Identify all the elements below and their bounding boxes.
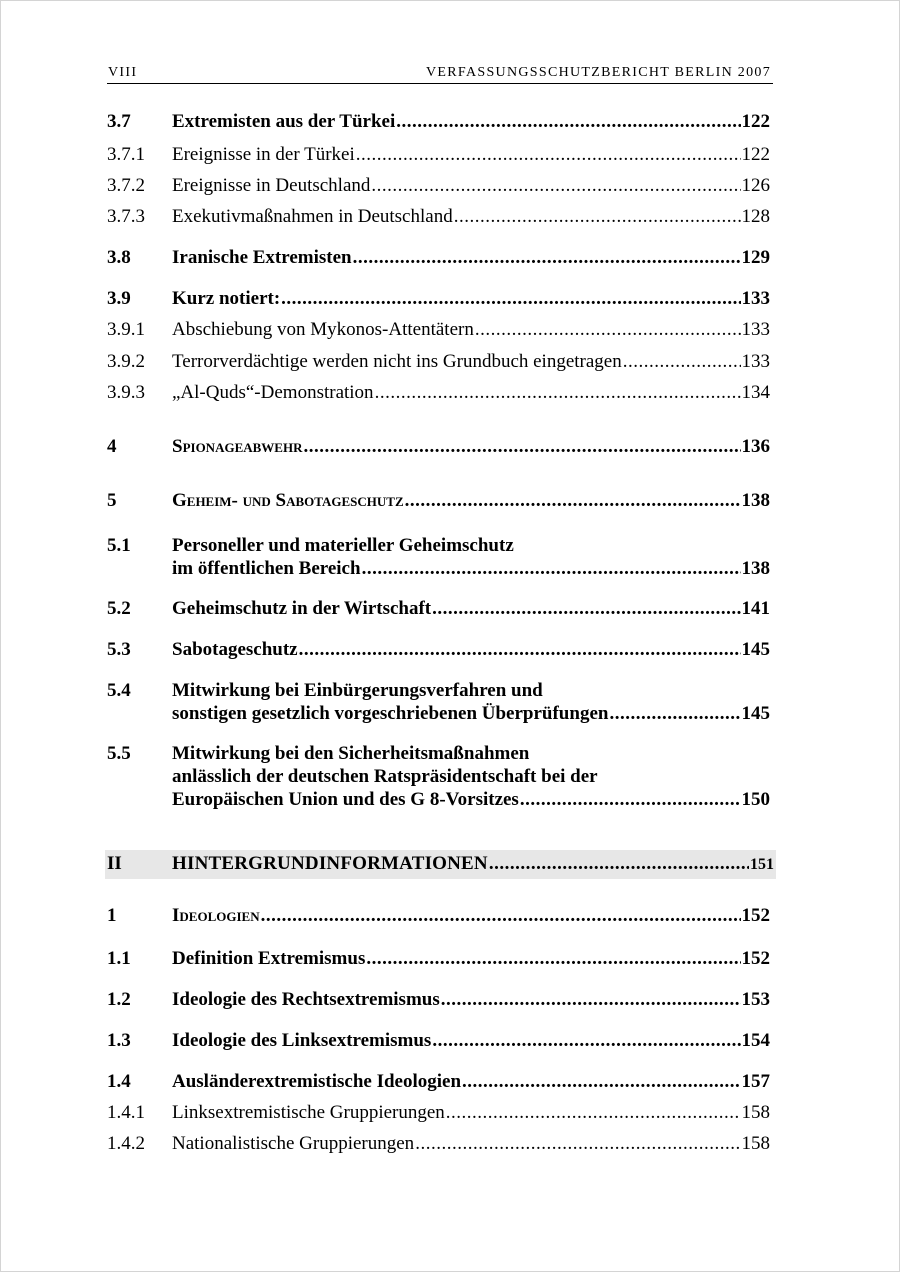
toc-entry-leader-line bbox=[172, 350, 770, 373]
dot-leader bbox=[366, 947, 740, 970]
dot-leader bbox=[609, 702, 740, 725]
dot-leader bbox=[475, 318, 741, 341]
toc-page-number: 133 bbox=[741, 351, 770, 372]
dot-leader bbox=[356, 143, 741, 166]
toc-entry-leader-line bbox=[172, 110, 770, 133]
toc-page-number: 154 bbox=[741, 1030, 770, 1051]
toc-page-number: 150 bbox=[741, 789, 770, 810]
toc-entry-leader-line bbox=[172, 318, 770, 341]
dot-leader bbox=[446, 1101, 741, 1124]
toc-entry-body bbox=[172, 1029, 770, 1052]
toc-entry[interactable] bbox=[107, 852, 774, 876]
toc-entry-number: 1.4.1 bbox=[107, 1102, 145, 1123]
toc-entry-number: 5.1 bbox=[107, 535, 131, 556]
toc-entry-title: Spionageabwehr bbox=[172, 436, 303, 457]
toc-page-number: 138 bbox=[741, 558, 770, 579]
toc-entry[interactable] bbox=[107, 435, 770, 458]
toc-entry-body bbox=[172, 246, 770, 269]
dot-leader bbox=[299, 638, 741, 661]
toc-entry[interactable] bbox=[107, 597, 770, 620]
toc-entry-number: 3.9.3 bbox=[107, 382, 145, 403]
toc-entry-leader-line bbox=[172, 143, 770, 166]
toc-entry-leader-line bbox=[172, 1132, 770, 1155]
toc-entry-body bbox=[172, 489, 770, 512]
toc-entry[interactable] bbox=[107, 381, 770, 404]
dot-leader bbox=[462, 1070, 740, 1093]
toc-entry-title-line: Personeller und materieller Geheimschutz bbox=[172, 535, 514, 556]
toc-page-number: 145 bbox=[741, 703, 770, 724]
toc-entry[interactable] bbox=[107, 246, 770, 269]
toc-entry-leader-line bbox=[172, 205, 770, 228]
toc-entry-body bbox=[172, 174, 770, 197]
toc-entry-title: Iranische Extremisten bbox=[172, 247, 352, 268]
toc-page-number: 152 bbox=[741, 948, 770, 969]
toc-entry-title: Europäischen Union und des G 8-Vorsitzes bbox=[172, 789, 519, 810]
running-header bbox=[107, 59, 773, 84]
toc-page-number: 145 bbox=[741, 639, 770, 660]
toc-entry[interactable] bbox=[107, 174, 770, 197]
toc-entry-number: 4 bbox=[107, 436, 117, 457]
toc-entry-title: Ereignisse in Deutschland bbox=[172, 175, 371, 196]
toc-entry-number: 5.2 bbox=[107, 598, 131, 619]
toc-entry[interactable] bbox=[107, 1132, 770, 1155]
toc-entry[interactable] bbox=[107, 679, 770, 725]
toc-page-number: 141 bbox=[741, 598, 770, 619]
toc-page-number: 129 bbox=[741, 247, 770, 268]
running-title: VERFASSUNGSSCHUTZBERICHT BERLIN 2007 bbox=[426, 65, 771, 80]
toc-entry-number: 5.4 bbox=[107, 680, 131, 701]
toc-page-number: 134 bbox=[741, 382, 770, 403]
toc-page-number: 157 bbox=[741, 1071, 770, 1092]
toc-entry-leader-line bbox=[172, 904, 770, 927]
toc-entry-title-line: anlässlich der deutschen Ratspräsidentschaft bei der bbox=[172, 766, 598, 787]
dot-leader bbox=[432, 1029, 740, 1052]
toc-entry-leader-line bbox=[172, 246, 770, 269]
toc-entry-number: 1 bbox=[107, 905, 117, 926]
dot-leader bbox=[520, 788, 741, 811]
toc-entry-number: 1.3 bbox=[107, 1030, 131, 1051]
toc-entry[interactable] bbox=[107, 1029, 770, 1052]
toc-entry-number: 3.9 bbox=[107, 288, 131, 309]
dot-leader bbox=[432, 597, 740, 620]
toc-entry-leader-line bbox=[172, 638, 770, 661]
toc-entry[interactable] bbox=[107, 638, 770, 661]
toc-entry-body bbox=[172, 143, 770, 166]
toc-entry-title: Terrorverdächtige werden nicht ins Grundbuch eingetragen bbox=[172, 351, 622, 372]
toc-entry-leader-line bbox=[172, 988, 770, 1011]
toc-entry[interactable] bbox=[107, 110, 770, 133]
toc-entry-number: 5 bbox=[107, 490, 117, 511]
toc-entry-title: Ereignisse in der Türkei bbox=[172, 144, 355, 165]
toc-entry-number: 3.7 bbox=[107, 111, 131, 132]
dot-leader bbox=[415, 1132, 740, 1155]
toc-entry-title: Ideologie des Rechtsextremismus bbox=[172, 989, 440, 1010]
dot-leader bbox=[353, 246, 741, 269]
toc-entry-number: 3.8 bbox=[107, 247, 131, 268]
toc-entry-body bbox=[172, 435, 770, 458]
toc-entry-title: im öffentlichen Bereich bbox=[172, 558, 361, 579]
toc-entry[interactable] bbox=[107, 534, 770, 580]
toc-entry[interactable] bbox=[107, 143, 770, 166]
toc-entry-title: HINTERGRUNDINFORMATIONEN bbox=[172, 853, 488, 874]
toc-entry[interactable] bbox=[107, 318, 770, 341]
toc-entry-title: Nationalistische Gruppierungen bbox=[172, 1133, 415, 1154]
toc-entry-title: Ausländerextremistische Ideologien bbox=[172, 1071, 462, 1092]
toc-entry[interactable] bbox=[107, 489, 770, 512]
dot-leader bbox=[261, 904, 741, 927]
toc-entry-body bbox=[172, 110, 770, 133]
toc-entry-number: 1.4 bbox=[107, 1071, 131, 1092]
dot-leader bbox=[441, 988, 741, 1011]
toc-entry-number: 1.4.2 bbox=[107, 1133, 145, 1154]
toc-entry-title: Ideologie des Linksextremismus bbox=[172, 1030, 432, 1051]
toc-entry-leader-line bbox=[172, 947, 770, 970]
toc-entry-leader-line bbox=[172, 1070, 770, 1093]
toc-entry-title-line: Mitwirkung bei den Sicherheitsmaßnahmen bbox=[172, 743, 530, 764]
toc-page-number: 122 bbox=[741, 144, 770, 165]
toc-entry-body bbox=[172, 742, 770, 811]
toc-entry-number: 3.7.3 bbox=[107, 206, 145, 227]
toc-entry-title: Sabotageschutz bbox=[172, 639, 298, 660]
toc-page-number: 158 bbox=[741, 1102, 770, 1123]
toc-entry-body bbox=[172, 679, 770, 725]
toc-entry[interactable] bbox=[107, 742, 770, 811]
toc-page-number: 158 bbox=[741, 1133, 770, 1154]
toc-entry[interactable] bbox=[107, 1101, 770, 1124]
toc-page-number: 133 bbox=[741, 319, 770, 340]
toc-entry-leader-line bbox=[172, 287, 770, 310]
toc-page-number: 136 bbox=[741, 436, 770, 457]
toc-entry-title: Geheim- und Sabotageschutz bbox=[172, 490, 404, 511]
toc-entry-number: 1.1 bbox=[107, 948, 131, 969]
toc-entry-body bbox=[172, 988, 770, 1011]
toc-entry[interactable] bbox=[107, 205, 770, 228]
toc-entry-body bbox=[172, 1101, 770, 1124]
dot-leader bbox=[303, 435, 740, 458]
toc-entry-number: 3.9.1 bbox=[107, 319, 145, 340]
dot-leader bbox=[623, 350, 741, 373]
toc-entry-body bbox=[172, 1132, 770, 1155]
toc-entry-title-line: Mitwirkung bei Einbürgerungsverfahren und bbox=[172, 680, 543, 701]
toc-entry-title: Definition Extremismus bbox=[172, 948, 366, 969]
toc-entry[interactable] bbox=[107, 904, 770, 927]
toc-page-number: 126 bbox=[741, 175, 770, 196]
toc-entry-body bbox=[172, 318, 770, 341]
toc-entry-leader-line bbox=[172, 852, 774, 876]
toc-entry-body bbox=[172, 904, 770, 927]
toc-entry-leader-line bbox=[172, 1101, 770, 1124]
toc-page-number: 153 bbox=[741, 989, 770, 1010]
toc-entry-body bbox=[172, 534, 770, 580]
toc-entry-title: Kurz notiert: bbox=[172, 288, 281, 309]
page-number: VIII bbox=[108, 65, 138, 80]
dot-leader bbox=[396, 110, 740, 133]
dot-leader bbox=[375, 381, 741, 404]
dot-leader bbox=[362, 557, 741, 580]
toc-entry[interactable] bbox=[107, 350, 770, 373]
toc-page-number: 133 bbox=[741, 288, 770, 309]
toc-entry-body bbox=[172, 350, 770, 373]
toc-page-number: 128 bbox=[741, 206, 770, 227]
toc-entry-number: 3.7.2 bbox=[107, 175, 145, 196]
toc-entry-title: Extremisten aus der Türkei bbox=[172, 111, 396, 132]
toc-entry-title: sonstigen gesetzlich vorgeschriebenen Überprüfungen bbox=[172, 703, 609, 724]
dot-leader bbox=[405, 489, 741, 512]
toc-entry-body bbox=[172, 381, 770, 404]
dot-leader bbox=[489, 852, 749, 875]
toc-entry-leader-line bbox=[172, 597, 770, 620]
toc-entry-leader-line bbox=[172, 788, 770, 811]
toc-entry-title: Linksextremistische Gruppierungen bbox=[172, 1102, 445, 1123]
toc-entry-leader-line bbox=[172, 489, 770, 512]
toc-entry-body bbox=[172, 638, 770, 661]
toc-entry-leader-line bbox=[172, 1029, 770, 1052]
toc-entry[interactable] bbox=[107, 947, 770, 970]
toc-entry[interactable] bbox=[107, 1070, 770, 1093]
toc-entry-body bbox=[172, 1070, 770, 1093]
toc-entry[interactable] bbox=[107, 988, 770, 1011]
toc-entry-leader-line bbox=[172, 557, 770, 580]
toc-entry-body bbox=[172, 947, 770, 970]
toc-entry-number: 5.5 bbox=[107, 743, 131, 764]
toc-entry-body bbox=[172, 287, 770, 310]
toc-entry-title: Exekutivmaßnahmen in Deutschland bbox=[172, 206, 453, 227]
dot-leader bbox=[454, 205, 741, 228]
toc-entry-body bbox=[172, 205, 770, 228]
toc-entry-title: Geheimschutz in der Wirtschaft bbox=[172, 598, 432, 619]
toc-page-number: 138 bbox=[741, 490, 770, 511]
toc-entry-number: 3.7.1 bbox=[107, 144, 145, 165]
toc-entry-body bbox=[172, 597, 770, 620]
dot-leader bbox=[371, 174, 740, 197]
toc-entry-body bbox=[172, 852, 774, 876]
toc-entry-leader-line bbox=[172, 435, 770, 458]
toc-entry-leader-line bbox=[172, 174, 770, 197]
toc-entry-title: Abschiebung von Mykonos-Attentätern bbox=[172, 319, 474, 340]
toc-entry-number: 1.2 bbox=[107, 989, 131, 1010]
toc-entry-number: II bbox=[107, 853, 122, 874]
toc-entry[interactable] bbox=[107, 287, 770, 310]
toc-page-number: 122 bbox=[741, 111, 770, 132]
toc-page-number: 151 bbox=[750, 856, 774, 873]
toc-entry-title: „Al-Quds“-Demonstration bbox=[172, 382, 374, 403]
toc-entry-title: Ideologien bbox=[172, 905, 260, 926]
toc-entry-number: 5.3 bbox=[107, 639, 131, 660]
dot-leader bbox=[281, 287, 740, 310]
toc-entry-number: 3.9.2 bbox=[107, 351, 145, 372]
toc-entry-leader-line bbox=[172, 381, 770, 404]
toc-entry-leader-line bbox=[172, 702, 770, 725]
toc-page-number: 152 bbox=[741, 905, 770, 926]
